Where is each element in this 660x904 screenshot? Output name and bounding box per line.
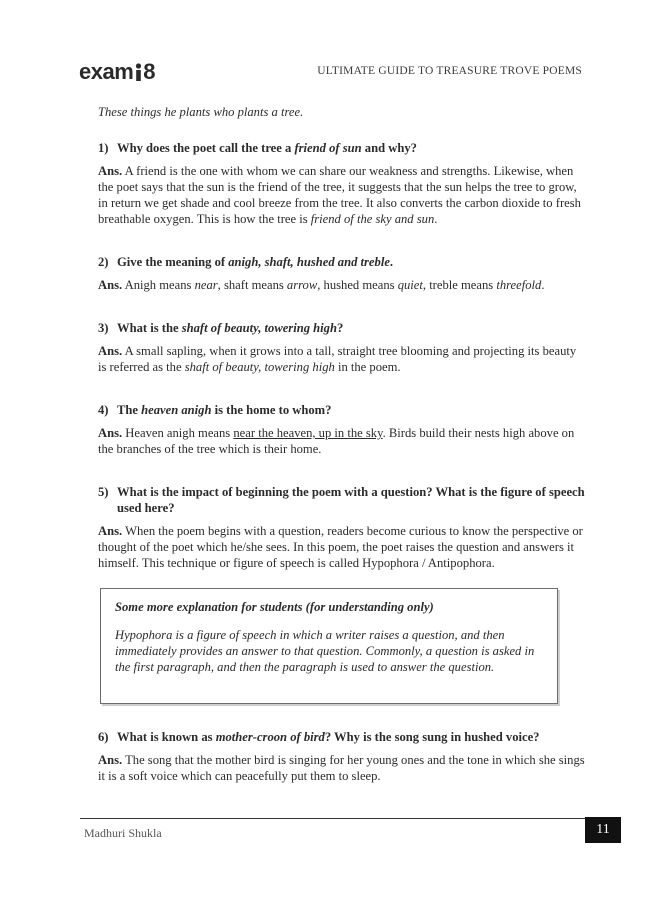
logo-number: 8 [143, 59, 156, 84]
answer-label: Ans. [98, 278, 123, 292]
explanation-title: Some more explanation for students (for understanding only) [115, 600, 434, 614]
answer-label: Ans. [98, 524, 123, 538]
question-number: 4) [98, 403, 109, 417]
answer-label: Ans. [98, 344, 123, 358]
footer-author: Madhuri Shukla [84, 826, 162, 840]
answer-5: Ans. When the poem begins with a question, readers become curious to know the perspective or thought of the poet which he/she sees. In this poem, the poet raises the question and answers it himself. This technique or figure of speech is called Hypophora / Antipophora. [98, 524, 583, 570]
question-text: The heaven anigh is the home to whom? [117, 403, 332, 417]
answer-1: Ans. A friend is the one with whom we can share our weakness and strengths. Likewise, when the poet says that the sun is the friend of the tree, it suggests that the sun helps the tree to grow, in return we get shade and cool breeze from the tree. It also converts the carbon dioxide to fresh breathable oxygen. This is how the tree is friend of the sky and sun. [98, 164, 581, 226]
answer-6: Ans. The song that the mother bird is singing for her young ones and the tone in which she sings it is a soft voice which can peacefully put them to sleep. [98, 753, 585, 783]
answer-label: Ans. [98, 426, 123, 440]
answer-4: Ans. Heaven anigh means near the heaven, up in the sky. Birds build their nests high above on the branches of the tree which is their home. [98, 426, 575, 456]
question-4 [98, 402, 586, 418]
logo-text: exam [79, 59, 134, 84]
question-6 [98, 729, 586, 745]
question-3 [98, 320, 586, 336]
answer-2: Ans. Anigh means near, shaft means arrow, hushed means quiet, treble means threefold. [98, 278, 545, 292]
footer-divider [80, 818, 586, 819]
main-content [98, 104, 586, 811]
question-text: Why does the poet call the tree a friend of sun and why? [117, 141, 417, 155]
intro-line: These things he plants who plants a tree. [98, 105, 304, 119]
question-number: 3) [98, 321, 109, 335]
question-number: 2) [98, 255, 109, 269]
question-number: 5) [98, 485, 109, 499]
page-number: 11 [585, 817, 621, 843]
header-title: ULTIMATE GUIDE TO TREASURE TROVE POEMS [317, 65, 582, 77]
question-2 [98, 254, 586, 270]
question-text: What is the shaft of beauty, towering high? [117, 321, 344, 335]
question-number: 1) [98, 141, 109, 155]
answer-label: Ans. [98, 164, 123, 178]
answer-3: Ans. A small sapling, when it grows into a tall, straight tree blooming and projecting its beauty is referred as the shaft of beauty, towering high in the poem. [98, 344, 577, 374]
exam18-logo [79, 59, 155, 85]
logo-person-icon [135, 63, 142, 81]
question-5 [98, 484, 586, 516]
question-1 [98, 140, 586, 156]
question-text: Give the meaning of anigh, shaft, hushed and treble. [117, 255, 394, 269]
answer-label: Ans. [98, 753, 123, 767]
question-text: What is the impact of beginning the poem with a question? What is the figure of speech used here? [117, 485, 585, 515]
question-text: What is known as mother-croon of bird? Why is the song sung in hushed voice? [117, 730, 540, 744]
explanation-body: Hypophora is a figure of speech in which a writer raises a question, and then immediately provides an answer to that question. Commonly, a question is asked in the first paragraph, and then the paragraph is used to answer the question. [115, 628, 535, 674]
explanation-box [100, 588, 558, 704]
question-number: 6) [98, 730, 109, 744]
